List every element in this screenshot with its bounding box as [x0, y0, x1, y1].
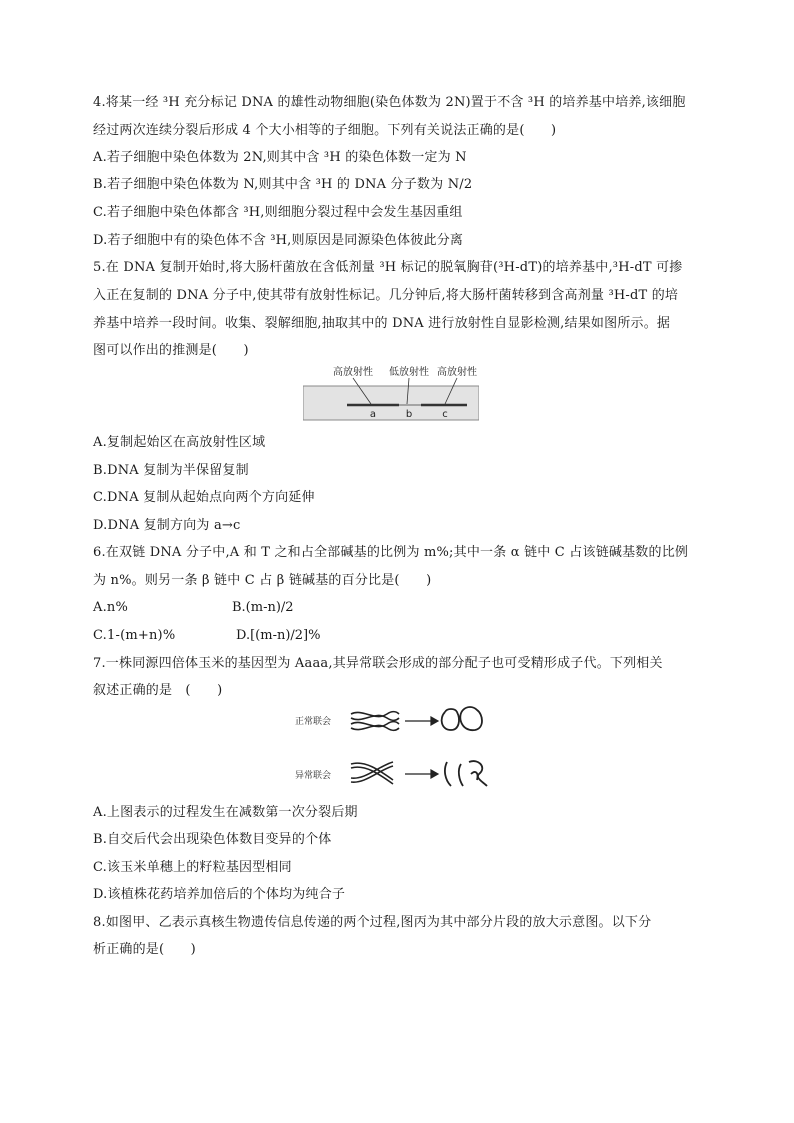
- q4-option-b: B.若子细胞中染色体数为 N,则其中含 ³H 的 DNA 分子数为 N/2: [93, 177, 473, 192]
- q5-option-d: D.DNA 复制方向为 a→c: [93, 518, 241, 533]
- q5-stem-line3: 养基中培养一段时间。收集、裂解细胞,抽取其中的 DNA 进行放射性自显影检测,结果如图所示。据: [93, 316, 671, 331]
- q4-stem-line1: 4.将某一经 ³H 充分标记 DNA 的雄性动物细胞(染色体数为 2N)置于不含 ³H 的培养基中培养,该细胞: [93, 95, 686, 110]
- q4-option-c: C.若子细胞中染色体都含 ³H,则细胞分裂过程中会发生基因重组: [93, 205, 463, 220]
- normal-quadrivalent-rings: [442, 707, 482, 730]
- q4-option-a: A.若子细胞中染色体数为 2N,则其中含 ³H 的染色体数一定为 N: [93, 150, 467, 165]
- mark-a: a: [369, 409, 377, 420]
- q6-option-d: D.[(m-n)/2]%: [236, 628, 321, 643]
- label-normal-synapsis: 正常联会: [295, 717, 332, 727]
- q4-option-d: D.若子细胞中有的染色体不含 ³H,则原因是同源染色体彼此分离: [93, 233, 464, 248]
- autoradiograph-figure: [303, 364, 479, 424]
- mark-b: b: [405, 409, 413, 420]
- q7-option-b: B.自交后代会出现染色体数目变异的个体: [93, 832, 332, 847]
- label-high-right: 高放射性: [437, 367, 477, 378]
- q4-stem-line2: 经过两次连续分裂后形成 4 个大小相等的子细胞。下列有关说法正确的是( ): [93, 123, 557, 138]
- label-high-left: 高放射性: [333, 367, 373, 378]
- abnormal-arrow: [405, 770, 438, 778]
- q6-stem-line2: 为 n%。则另一条 β 链中 C 占 β 链碱基的百分比是( ): [93, 573, 432, 588]
- q5-stem-line4: 图可以作出的推测是( ): [93, 343, 249, 358]
- film-background: [303, 386, 479, 420]
- q7-option-c: C.该玉米单穗上的籽粒基因型相同: [93, 860, 292, 875]
- q7-option-d: D.该植株花药培养加倍后的个体均为纯合子: [93, 887, 346, 902]
- q8-stem-line1: 8.如图甲、乙表示真核生物遗传信息传递的两个过程,图丙为其中部分片段的放大示意图。以下分: [93, 915, 652, 930]
- q7-stem-line1: 7.一株同源四倍体玉米的基因型为 Aaaa,其异常联会形成的部分配子也可受精形成子代。下列相关: [93, 656, 663, 671]
- q6-option-c: C.1-(m+n)%: [93, 628, 176, 643]
- q7-option-a: A.上图表示的过程发生在减数第一次分裂后期: [93, 805, 358, 820]
- abnormal-univalent-and-trivalent: [445, 761, 487, 786]
- q5-stem-line1: 5.在 DNA 复制开始时,将大肠杆菌放在含低剂量 ³H 标记的脱氧胸苷(³H-dT)的培养基中,³H-dT 可掺: [93, 260, 683, 275]
- label-abnormal-synapsis: 异常联会: [295, 771, 332, 781]
- q5-option-c: C.DNA 复制从起始点向两个方向延伸: [93, 490, 315, 505]
- normal-synapsis-chromosomes: [351, 712, 399, 731]
- q5-option-a: A.复制起始区在高放射性区域: [93, 435, 266, 450]
- q6-option-b: B.(m-n)/2: [232, 600, 294, 615]
- synapsis-figure: [293, 700, 503, 794]
- q6-option-a: A.n%: [93, 600, 129, 615]
- q7-stem-line2: 叙述正确的是 ( ): [93, 683, 223, 698]
- abnormal-synapsis-chromosomes: [351, 762, 393, 784]
- q6-stem-line1: 6.在双链 DNA 分子中,A 和 T 之和占全部碱基的比例为 m%;其中一条 α 链中 C 占该链碱基数的比例: [93, 545, 689, 560]
- normal-arrow: [405, 717, 438, 725]
- mark-c: c: [442, 409, 448, 420]
- label-low-mid: 低放射性: [389, 367, 429, 378]
- q5-stem-line2: 入正在复制的 DNA 分子中,使其带有放射性标记。几分钟后,将大肠杆菌转移到含高剂量 ³H-dT 的培: [93, 288, 679, 303]
- q8-stem-line2: 析正确的是( ): [93, 942, 196, 957]
- q5-option-b: B.DNA 复制为半保留复制: [93, 463, 249, 478]
